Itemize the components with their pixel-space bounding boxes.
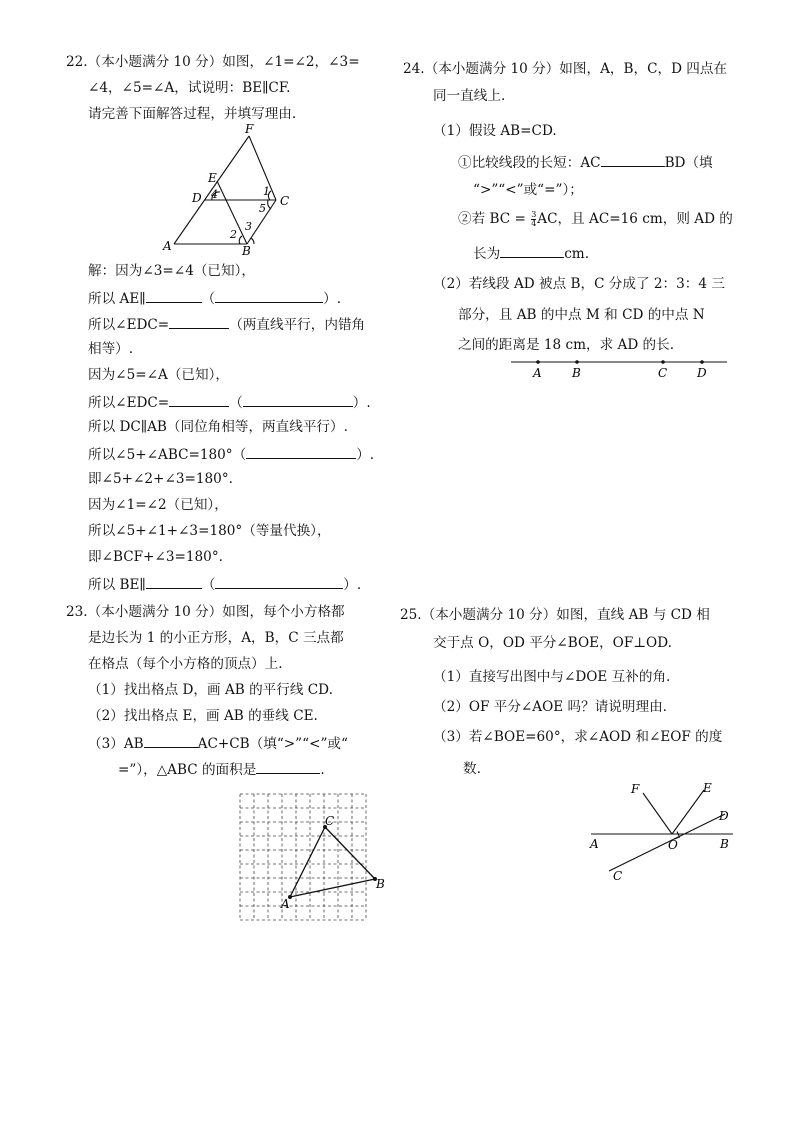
q22-step10: 所以∠5+∠1+∠3=180°（等量代换）， — [88, 523, 331, 539]
q25-label-A: A — [590, 837, 599, 851]
q24-part2-line3: 之间的距离是 18 cm，求 AD 的长. — [458, 337, 675, 353]
q25-label-E: E — [703, 781, 712, 795]
q22-step5: 所以∠EDC= （ ）. — [88, 392, 371, 412]
q22-step9: 因为∠1=∠2（已知）， — [88, 497, 228, 513]
q25-part1: （1）直接写出图中与∠DOE 互补的角. — [433, 669, 671, 685]
q22-label-C: C — [280, 194, 290, 208]
q24-part1b: ②若 BC = $\frac{3}{4}$ AC，且 AC=16 cm，则 AD 的 — [458, 210, 733, 228]
q22-title-line1: 22.（本小题满分 10 分）如图，∠1=∠2，∠3= — [66, 54, 360, 70]
q23-blank-1[interactable] — [144, 733, 198, 748]
q24-part1b-answer: 长为 cm. — [473, 243, 589, 263]
q24-part1: （1）假设 AB=CD. — [433, 123, 557, 139]
q22-step12: 所以 BE∥ （ ）. — [88, 574, 361, 594]
q24-label-D: D — [697, 366, 707, 380]
q23-part2: （2）找出格点 E，画 AB 的垂线 CE. — [88, 708, 318, 724]
q23-title-line3: 在格点（每个小方格的顶点）上. — [88, 656, 283, 672]
q22-blank-7[interactable] — [146, 574, 202, 589]
q22-step1: 解：因为∠3=∠4（已知）， — [88, 263, 256, 279]
q23-label-B: B — [376, 877, 385, 891]
q22-label-B: B — [242, 244, 251, 258]
q22-blank-8[interactable] — [215, 574, 343, 589]
q25-title-line2: 交于点 O，OD 平分∠BOE，OF⊥OD. — [433, 635, 672, 651]
q25-label-F: F — [631, 782, 640, 796]
q22-label-2: 2 — [230, 228, 237, 241]
q23-part3: （3）AB AC+CB（填“>”“<”或“ — [88, 733, 348, 753]
q23-title-line2: 是边长为 1 的小正方形，A，B，C 三点都 — [88, 630, 344, 646]
q22-label-4: 4 — [211, 188, 218, 201]
q25-figure — [585, 778, 740, 883]
q22-label-1: 1 — [263, 185, 270, 198]
q22-step7: 所以∠5+∠ABC=180°（ ）. — [88, 444, 374, 464]
q25-part3-line2: 数. — [463, 761, 481, 777]
q24-title-line1: 24.（本小题满分 10 分）如图，A，B，C，D 四点在 — [403, 61, 728, 77]
q22-blank-1[interactable] — [146, 288, 202, 303]
q25-label-C: C — [613, 869, 623, 883]
q24-part2-line2: 部分，且 AB 的中点 M 和 CD 的中点 N — [458, 307, 705, 323]
q22-blank-3[interactable] — [169, 314, 229, 329]
q23-blank-2[interactable] — [256, 759, 320, 774]
q24-label-C: C — [658, 366, 668, 380]
q25-title-line1: 25.（本小题满分 10 分）如图，直线 AB 与 CD 相 — [400, 607, 710, 623]
q24-part1a-hint: “>”“<”或“=”）； — [473, 182, 583, 198]
q24-part1a: ①比较线段的长短：AC BD（填 — [458, 152, 713, 172]
q22-blank-2[interactable] — [215, 288, 323, 303]
q22-step6: 所以 DC∥AB（同位角相等，两直线平行）. — [88, 419, 348, 435]
q24-fraction: $\frac{3}{4}$ — [531, 210, 537, 228]
q22-step11: 即∠BCF+∠3=180°. — [88, 549, 223, 565]
q25-label-D: D — [719, 809, 729, 823]
q23-label-A: A — [281, 897, 290, 911]
q22-blank-6[interactable] — [246, 444, 356, 459]
q22-label-D: D — [192, 191, 202, 205]
q25-part2: （2）OF 平分∠AOE 吗？请说明理由. — [433, 699, 667, 715]
q22-blank-4[interactable] — [169, 392, 229, 407]
q23-part3b: =”），△ABC 的面积是 . — [118, 759, 325, 779]
q22-step2: 所以 AE∥ （ ）. — [88, 288, 341, 308]
q24-part2-line1: （2）若线段 AD 被点 B，C 分成了 2：3：4 三 — [433, 276, 725, 292]
q24-blank-1[interactable] — [601, 152, 665, 167]
q22-label-3: 3 — [245, 220, 252, 233]
q24-line-figure — [505, 352, 730, 380]
q24-blank-2[interactable] — [500, 243, 564, 258]
q24-label-A: A — [533, 366, 542, 380]
q23-grid-figure — [236, 790, 385, 935]
q25-part3-line1: （3）若∠BOE=60°，求∠AOD 和∠EOF 的度 — [433, 729, 723, 745]
q22-step4: 因为∠5=∠A（已知）， — [88, 367, 229, 383]
q22-step8: 即∠5+∠2+∠3=180°. — [88, 471, 233, 487]
q25-label-B: B — [720, 837, 729, 851]
q24-label-B: B — [572, 366, 581, 380]
q22-step3: 所以∠EDC= （两直线平行，内错角 — [88, 314, 365, 334]
q24-title-line2: 同一直线上. — [433, 88, 506, 104]
q25-label-O: O — [668, 838, 678, 852]
q22-blank-5[interactable] — [243, 392, 353, 407]
q22-label-E: E — [208, 171, 217, 185]
q22-instruction: 请完善下面解答过程，并填写理由. — [88, 106, 297, 122]
q22-label-F: F — [245, 122, 254, 136]
q22-figure — [150, 122, 300, 257]
q23-part1: （1）找出格点 D，画 AB 的平行线 CD. — [88, 682, 333, 698]
q22-label-A: A — [163, 239, 172, 253]
q22-step3b: 相等）. — [88, 341, 134, 357]
q23-label-C: C — [325, 814, 335, 828]
q23-title-line1: 23.（本小题满分 10 分）如图，每个小方格都 — [66, 604, 345, 620]
q22-title-line2: ∠4，∠5=∠A，试说明：BE∥CF. — [88, 80, 291, 96]
q22-label-5: 5 — [259, 202, 266, 215]
